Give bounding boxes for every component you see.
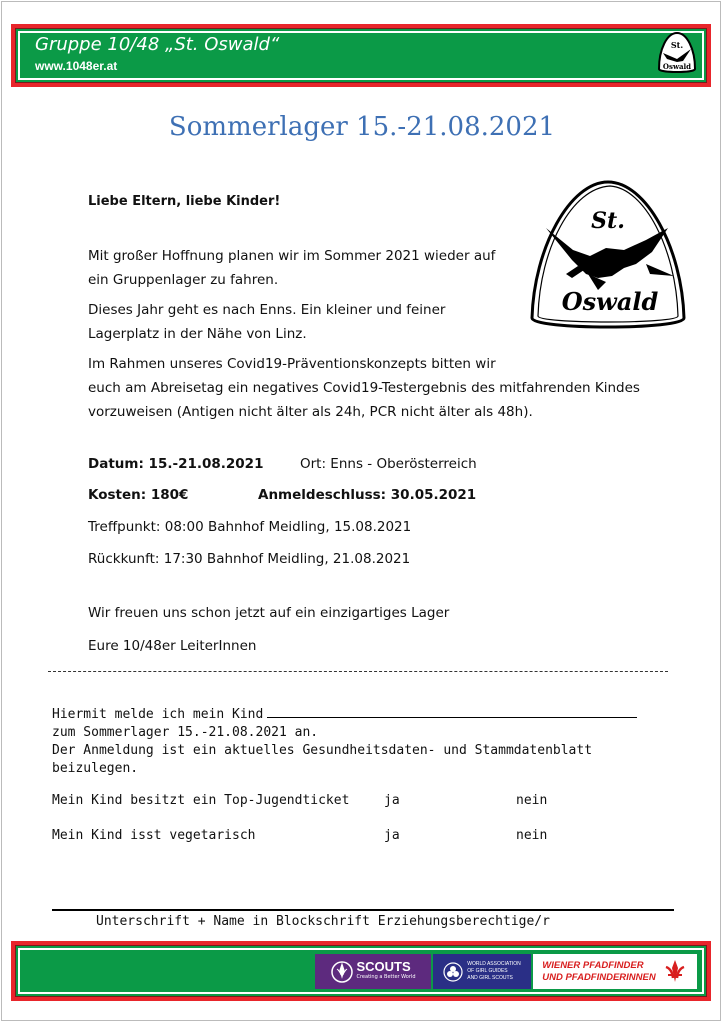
info-ort: Ort: Enns - Oberösterreich [300,456,477,472]
partner-logos [315,954,697,989]
signature-label: Unterschrift + Name in Blockschrift Erziehungsberechtige/r [96,914,550,929]
question-top-jugendticket: Mein Kind besitzt ein Top-Jugendticket [52,793,350,808]
cut-line [48,671,668,672]
pfadfinder-emblem-icon [662,958,688,986]
wiener-pfadfinder-logo: WIENER PFADFINDER UND PFADFINDERINNEN [533,954,697,989]
closing-signature: Eure 10/48er LeiterInnen [88,638,257,654]
signature-line[interactable] [52,909,674,911]
group-url[interactable]: www.1048er.at [35,59,118,73]
trefoil-icon [443,962,463,982]
header-banner [11,24,711,87]
scouts-logo: SCOUTS Creating a Better World [315,954,431,989]
fleur-de-lis-icon [331,961,353,983]
group-title: Gruppe 10/48 „St. Oswald“ [35,34,280,55]
option-veg-yes[interactable]: ja [384,828,400,843]
info-rueckkunft: Rückkunft: 17:30 Bahnhof Meidling, 21.08.2021 [88,551,411,567]
greeting: Liebe Eltern, liebe Kinder! [88,194,281,209]
option-veg-no[interactable]: nein [516,828,548,843]
paragraph-location: Dieses Jahr geht es nach Enns. Ein kleiner und feiner Lagerplatz in der Nähe von Linz. [88,302,446,342]
child-name-field[interactable] [267,703,637,718]
wagggs-logo: WORLD ASSOCIATION OF GIRL GUIDES AND GIRL SCOUTS [433,954,531,989]
paragraph-covid: Im Rahmen unseres Covid19-Präventionskonzepts bitten wir euch am Abreisetag ein negatives Covid19-Testergebnis des mitfahrenden Kindes vorzuweisen (Antigen nicht älter als 24h, PCR nicht älter als 48h). [88,356,640,420]
option-ticket-no[interactable]: nein [516,793,548,808]
page-title: Sommerlager 15.-21.08.2021 [168,112,556,142]
page-border [1,1,721,1021]
info-treffpunkt: Treffpunkt: 08:00 Bahnhof Meidling, 15.08.2021 [88,519,412,535]
footer-banner [11,941,711,1001]
st-oswald-logo-icon [528,178,688,333]
question-vegetarisch: Mein Kind isst vegetarisch [52,828,256,843]
svg-text:St.: St. [591,208,625,234]
svg-text:St.: St. [670,40,684,50]
paragraph-hope: Mit großer Hoffnung planen wir im Sommer 2021 wieder auf ein Gruppenlager zu fahren. [88,248,496,288]
svg-text:Oswald: Oswald [561,287,659,316]
info-kosten: Kosten: 180€ [88,487,189,503]
registration-text: Hiermit melde ich mein Kind zum Sommerlager 15.-21.08.2021 an. Der Anmeldung ist ein aktuelles Gesundheitsdaten- und Stammdatenblatt beizulegen. [52,703,637,778]
info-datum: Datum: 15.-21.08.2021 [88,456,264,472]
closing-line: Wir freuen uns schon jetzt auf ein einzigartiges Lager [88,605,450,621]
svg-text:Oswald: Oswald [662,62,692,71]
info-anmeldeschluss: Anmeldeschluss: 30.05.2021 [258,487,477,503]
st-oswald-small-logo-icon [657,31,697,76]
option-ticket-yes[interactable]: ja [384,793,400,808]
